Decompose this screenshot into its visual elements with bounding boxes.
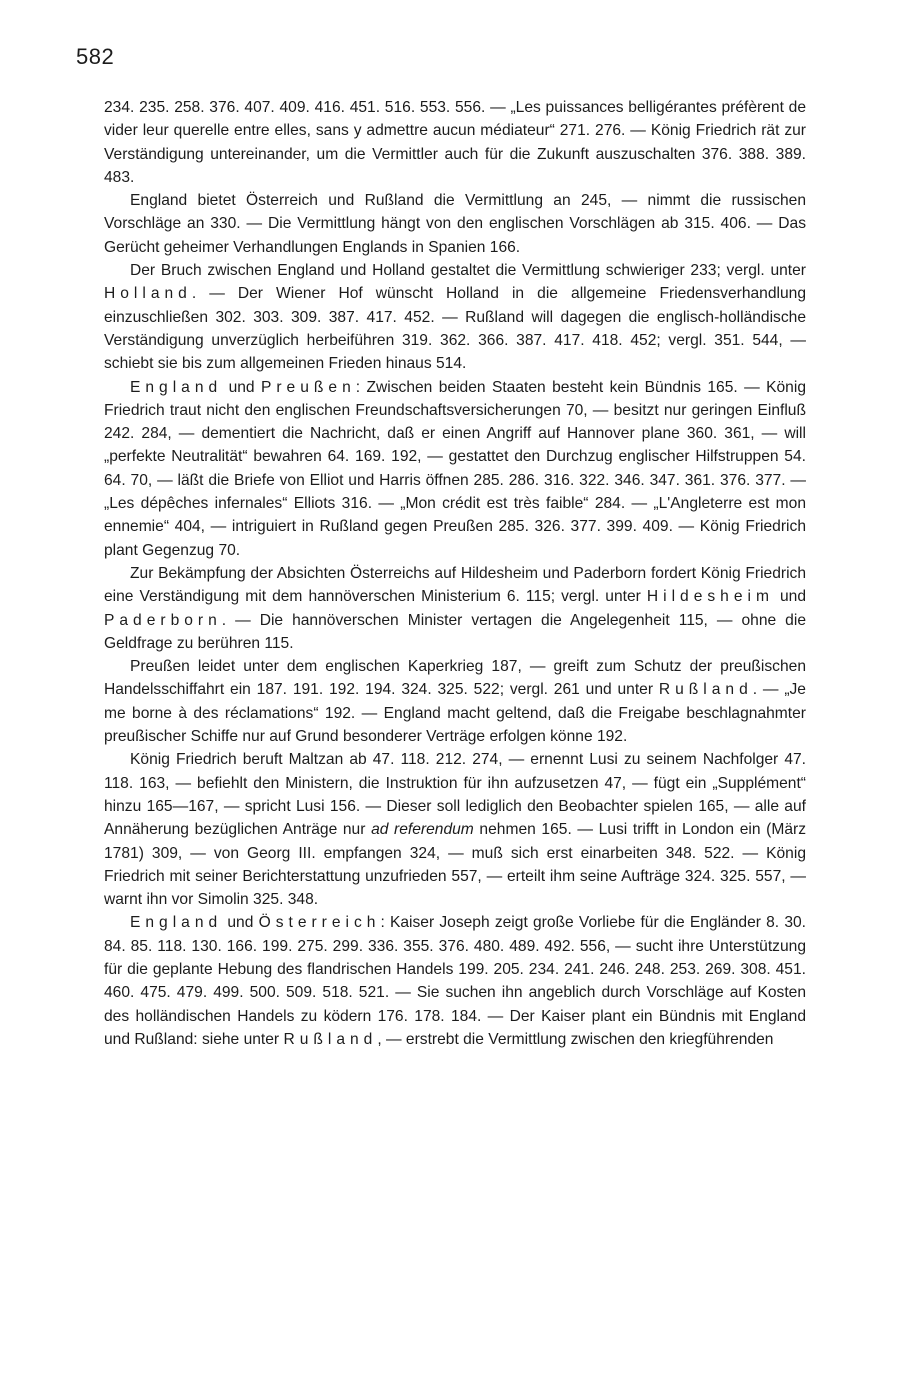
italic-phrase: ad referendum (371, 821, 474, 839)
text-run: und (222, 378, 261, 396)
index-paragraph (104, 911, 806, 1051)
text-run: Zur Bekämpfung der Absichten Österreichs auf Hildesheim und Paderborn fordert König Friedrich eine Verständigung mit dem hannöverschen Ministerium 6. 115; vergl. unter (104, 564, 806, 606)
spaced-keyword: Österreich (258, 914, 381, 932)
page-number: 582 (76, 44, 115, 69)
index-paragraph (104, 189, 806, 259)
index-paragraph (104, 748, 806, 911)
text-run: König Friedrich beruft Maltzan ab 47. 118. 212. 274, — ernennt Lusi zu seinem Nachfolger 47. 118. 163, — befiehlt den Ministern, die Instruktion für ihn aufzusetzen 47, — fügt ein „Supplément“ hinzu 165—167, — spricht Lusi 156. — Dieser soll lediglich den Beobachter spielen 165, — alle auf Annäherung bezüglichen Anträge nur (104, 751, 806, 839)
text-run: Der Bruch zwischen England und Holland gestaltet die Vermittlung schwieriger 233; vergl. unter (130, 262, 806, 280)
spaced-keyword: England (130, 914, 223, 932)
index-paragraph (104, 376, 806, 562)
text-run: , — erstrebt die Vermittlung zwischen den kriegführenden (377, 1030, 774, 1048)
index-paragraph (104, 655, 806, 748)
text-run: und (773, 588, 806, 606)
spaced-keyword: Rußland (658, 681, 753, 699)
spaced-keyword: Paderborn (104, 611, 222, 629)
index-paragraph (104, 259, 806, 375)
text-run: . — Der Wiener Hof wünscht Holland in die allgemeine Friedensverhandlung einzuschließen 302. 303. 309. 387. 417. 452. — Rußland will dagegen die englisch-holländische Verständigung unverzüglich herbeiführen 319. 362. 366. 387. 417. 418. 452; vergl. 351. 544, — schiebt sie bis zum allgemeinen Frieden hinaus 514. (104, 285, 806, 373)
index-text-body (104, 96, 806, 1051)
index-paragraph (104, 562, 806, 655)
spaced-keyword: Holland (104, 285, 192, 303)
spaced-keyword: Hildesheim (646, 588, 774, 606)
text-run: : Zwischen beiden Staaten besteht kein Bündnis 165. — König Friedrich traut nicht den englischen Freundschaftsversicherungen 70, — besitzt nur geringen Einfluß 242. 284, — dementiert die Nachricht, daß er einen Angriff auf Hannover plane 360. 361, — will „perfekte Neutralität“ bewahren 64. 169. 192, — gestattet den Durchzug englischer Hilfstruppen 54. 64. 70, — läßt die Briefe von Elliot und Harris öffnen 285. 286. 316. 322. 346. 347. 361. 376. 377. — „Les dépêches infernales“ Elliots 316. — „Mon crédit est très faible“ 284. — „L'Angleterre est mon ennemie“ 404, — intriguiert in Rußland gegen Preußen 285. 326. 377. 399. 409. — König Friedrich plant Gegenzug 70. (104, 378, 806, 559)
text-run: . — „Je me borne à des réclamations“ 192. — England macht geltend, daß die Freigabe beschlagnahmter preußischer Schiffe nur auf Grund besonderer Verträge erfolgen könne 192. (104, 681, 806, 746)
text-run: Preußen leidet unter dem englischen Kaperkrieg 187, — greift zum Schutz der preußischen Handelsschiffahrt ein 187. 191. 192. 194. 324. 325. 522; vergl. 261 und unter (104, 658, 806, 699)
spaced-keyword: England (130, 378, 223, 396)
text-run: . — Die hannöverschen Minister vertagen die Angelegenheit 115, — ohne die Geldfrage zu berühren 115. (104, 611, 806, 652)
text-run: : Kaiser Joseph zeigt große Vorliebe für die Engländer 8. 30. 84. 85. 118. 130. 166. 199. 275. 299. 336. 355. 376. 480. 489. 492. 556, — sucht ihre Unterstützung für die geplante Hebung des flandrischen Handels 199. 205. 234. 241. 246. 248. 253. 269. 308. 451. 460. 475. 479. 499. 500. 509. 518. 521. — Sie suchen ihn angeblich durch Vorschläge auf Kosten des holländischen Handels zu ködern 176. 178. 184. — Der Kaiser plant ein Bündnis mit England und Rußland: siehe unter (104, 914, 807, 1048)
text-run: 234. 235. 258. 376. 407. 409. 416. 451. 516. 553. 556. — „Les puissances belligérantes préfèrent de vider leur querelle entre elles, sans y admettre aucun médiateur“ 271. 276. — König Friedrich rät zur Verständigung untereinander, um die Vermittler auch für die Zukunft auszuschalten 376. 388. 389. 483. (104, 99, 806, 186)
text-run: nehmen 165. — Lusi trifft in London ein (März 1781) 309, — von Georg III. empfangen 324, — muß sich erst einarbeiten 348. 522. — König Friedrich mit seiner Berichterstattung unzufrieden 557, — erteilt ihm seine Aufträge 324. 325. 557, — warnt ihn vor Simolin 325. 348. (104, 821, 806, 909)
index-paragraph (104, 96, 806, 189)
spaced-keyword: Preußen (260, 378, 356, 396)
spaced-keyword: Rußland (283, 1030, 378, 1048)
text-run: England bietet Österreich und Rußland die Vermittlung an 245, — nimmt die russischen Vorschläge an 330. — Die Vermittlung hängt von den englischen Vorschlägen ab 315. 406. — Das Gerücht geheimer Verhandlungen Englands in Spanien 166. (104, 192, 806, 256)
text-run: und (222, 914, 259, 932)
